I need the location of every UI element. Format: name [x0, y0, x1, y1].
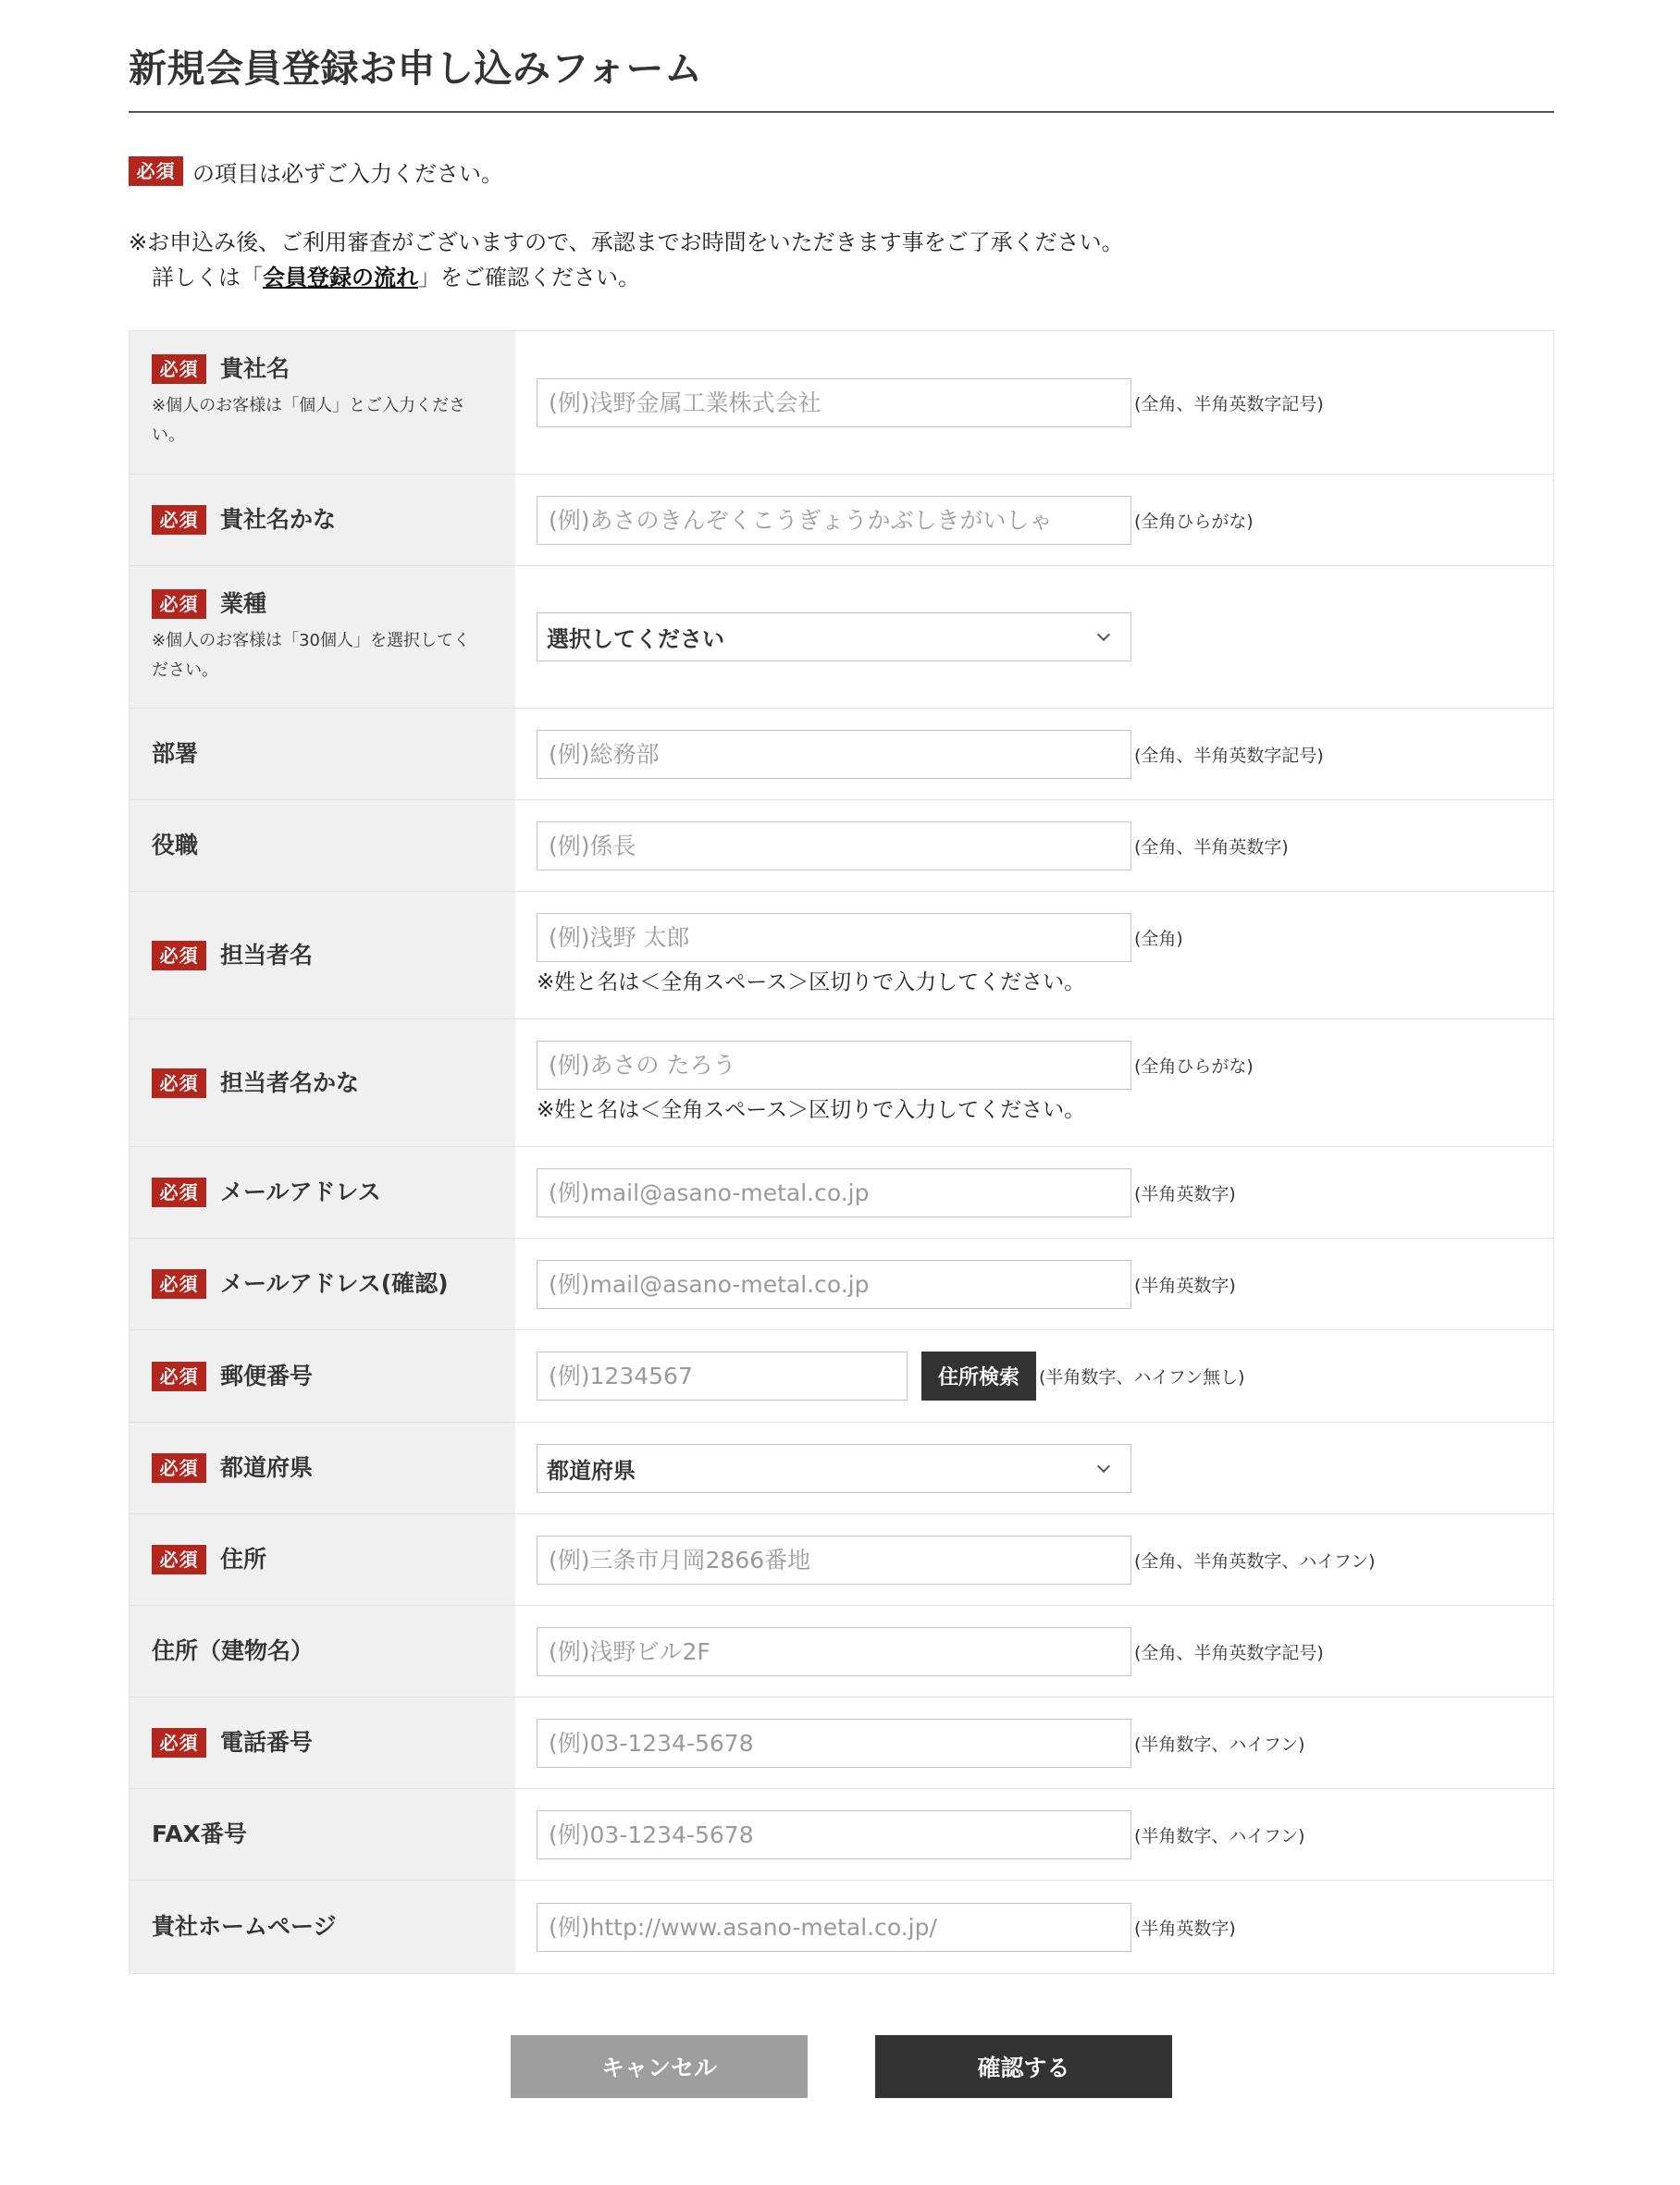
form-label-cell: [130, 475, 515, 565]
form-label-cell: [130, 1881, 515, 1973]
notice-line-2: [129, 260, 1554, 295]
form-label-cell: [130, 1606, 515, 1697]
field-note: ※個人のお客様は「個人」とご入力ください。: [152, 396, 466, 445]
form-row-company-name: [130, 331, 1553, 475]
form-value-cell: [515, 1239, 1553, 1329]
notice-line-1: ※お申込み後、ご利用審査がございますので、承認までお時間をいただきます事をご了承ください。: [129, 229, 1124, 255]
form-value-cell: [515, 1789, 1553, 1880]
building-input[interactable]: [537, 1627, 1131, 1676]
form-row-address: [130, 1514, 1553, 1606]
required-badge: 必須: [152, 505, 206, 535]
input-hint: (全角、半角英数字): [1134, 836, 1289, 858]
form-label-cell: [130, 1514, 515, 1605]
form-label-cell: [130, 800, 515, 891]
form-value-cell: [515, 1881, 1553, 1973]
form-row-email: [130, 1147, 1553, 1239]
form-row-postal-code: [130, 1330, 1553, 1423]
form-label-cell: [130, 1423, 515, 1513]
registration-flow-link[interactable]: 会員登録の流れ: [263, 265, 418, 290]
select-value: 都道府県: [547, 1457, 636, 1484]
department-input[interactable]: [537, 730, 1131, 779]
form-label-cell: [130, 566, 515, 708]
postal-code-input[interactable]: [537, 1352, 908, 1401]
company-name-kana-input[interactable]: [537, 496, 1131, 545]
input-hint: (全角、半角英数字、ハイフン): [1134, 1550, 1376, 1572]
field-label: 担当者名: [220, 941, 314, 969]
required-badge: 必須: [152, 1728, 206, 1758]
form-value-cell: [515, 1019, 1553, 1146]
input-instruction: ※姓と名は＜全角スペース＞区切りで入力してください。: [537, 1098, 1086, 1122]
notice-suffix: 」をご確認ください。: [418, 265, 640, 290]
registration-form-page: [129, 46, 1554, 2098]
required-badge: 必須: [129, 156, 183, 186]
required-badge: 必須: [152, 1269, 206, 1299]
form-row-company-name-kana: [130, 475, 1553, 566]
form-value-cell: [515, 1423, 1553, 1513]
required-badge: 必須: [152, 1545, 206, 1574]
form-row-department: [130, 709, 1553, 800]
form-value-cell: [515, 475, 1553, 565]
form-label-cell: [130, 1330, 515, 1422]
form-row-prefecture: [130, 1423, 1553, 1514]
fax-input[interactable]: [537, 1810, 1131, 1859]
input-hint: (半角数字、ハイフン無し): [1039, 1367, 1245, 1388]
form-row-homepage: [130, 1881, 1553, 1973]
form-actions: [129, 2035, 1554, 2098]
form-row-fax: [130, 1789, 1553, 1881]
email-confirm-input[interactable]: [537, 1260, 1131, 1309]
contact-name-kana-input[interactable]: [537, 1041, 1131, 1090]
chevron-down-icon: [1097, 628, 1110, 641]
contact-name-input[interactable]: [537, 913, 1131, 962]
form-row-position: [130, 800, 1553, 892]
address-input[interactable]: [537, 1536, 1131, 1585]
form-label-cell: [130, 1697, 515, 1788]
field-label: 貴社ホームページ: [152, 1913, 337, 1940]
field-label: FAX番号: [152, 1821, 247, 1847]
input-hint: (全角、半角英数字記号): [1134, 745, 1324, 766]
form-label-cell: [130, 1789, 515, 1880]
notice-prefix: 詳しくは「: [152, 265, 263, 290]
form-row-contact-name-kana: [130, 1019, 1553, 1147]
field-note: ※個人のお客様は「30個人」を選択してください。: [152, 630, 470, 680]
notice: [129, 225, 1554, 295]
page-title: 新規会員登録お申し込みフォーム: [129, 46, 1554, 113]
select-value: 選択してください: [547, 626, 724, 652]
input-hint: (半角英数字): [1134, 1275, 1236, 1296]
chevron-down-icon: [1097, 1459, 1110, 1472]
form-value-cell: [515, 1514, 1553, 1605]
required-legend: [129, 156, 1554, 186]
form-label-cell: [130, 331, 515, 474]
required-legend-text: の項目は必ずご入力ください。: [192, 160, 503, 187]
form-label-cell: [130, 892, 515, 1018]
input-hint: (半角数字、ハイフン): [1134, 1825, 1305, 1846]
prefecture-select[interactable]: [537, 1444, 1131, 1493]
form-value-cell: [515, 1330, 1553, 1422]
field-label: 担当者名かな: [220, 1068, 360, 1096]
required-badge: 必須: [152, 941, 206, 970]
form-value-cell: [515, 1697, 1553, 1788]
input-hint: (全角、半角英数字記号): [1134, 1642, 1324, 1663]
homepage-input[interactable]: [537, 1903, 1131, 1952]
form-label-cell: [130, 1147, 515, 1238]
cancel-button[interactable]: キャンセル: [511, 2035, 808, 2098]
required-badge: 必須: [152, 1178, 206, 1207]
input-hint: (半角数字、ハイフン): [1134, 1734, 1305, 1755]
form-value-cell: [515, 1147, 1553, 1238]
form-row-phone: [130, 1697, 1553, 1789]
field-label: 住所（建物名）: [152, 1637, 315, 1664]
field-label: 部署: [152, 740, 199, 767]
input-hint: (半角英数字): [1134, 1183, 1236, 1204]
field-label: 貴社名: [220, 355, 290, 382]
input-hint: (全角): [1134, 929, 1183, 949]
required-badge: 必須: [152, 1068, 206, 1098]
input-hint: (全角ひらがな): [1134, 1056, 1254, 1077]
form-value-cell: [515, 709, 1553, 799]
form-row-email-confirm: [130, 1239, 1553, 1330]
phone-input[interactable]: [537, 1719, 1131, 1768]
form-label-cell: [130, 1019, 515, 1146]
email-input[interactable]: [537, 1168, 1131, 1217]
form-label-cell: [130, 1239, 515, 1329]
form-label-cell: [130, 709, 515, 799]
confirm-button[interactable]: 確認する: [875, 2035, 1172, 2098]
field-label: メールアドレス(確認): [220, 1270, 449, 1297]
field-label: 業種: [220, 589, 267, 617]
input-hint: (半角英数字): [1134, 1918, 1236, 1939]
input-hint: (全角、半角英数字記号): [1134, 393, 1324, 414]
form-value-cell: [515, 331, 1553, 474]
form-value-cell: [515, 566, 1553, 708]
field-label: 貴社名かな: [220, 506, 337, 533]
input-hint: (全角ひらがな): [1134, 511, 1254, 532]
required-badge: 必須: [152, 1453, 206, 1483]
required-badge: 必須: [152, 1362, 206, 1391]
input-instruction: ※姓と名は＜全角スペース＞区切りで入力してください。: [537, 970, 1086, 994]
address-search-button[interactable]: 住所検索: [921, 1352, 1036, 1401]
field-label: 都道府県: [220, 1454, 314, 1481]
form-table: [129, 330, 1554, 1974]
form-row-contact-name: [130, 892, 1553, 1019]
position-input[interactable]: [537, 821, 1131, 870]
form-value-cell: [515, 892, 1553, 1018]
required-badge: 必須: [152, 589, 206, 619]
form-row-industry: [130, 566, 1553, 709]
company-name-input[interactable]: [537, 378, 1131, 427]
required-badge: 必須: [152, 354, 206, 384]
field-label: 役職: [152, 832, 199, 858]
field-label: 郵便番号: [220, 1362, 314, 1389]
form-row-building: [130, 1606, 1553, 1697]
field-label: 住所: [220, 1546, 267, 1573]
form-value-cell: [515, 1606, 1553, 1697]
field-label: メールアドレス: [220, 1179, 381, 1205]
form-value-cell: [515, 800, 1553, 891]
industry-select[interactable]: [537, 612, 1131, 661]
field-label: 電話番号: [220, 1729, 314, 1756]
